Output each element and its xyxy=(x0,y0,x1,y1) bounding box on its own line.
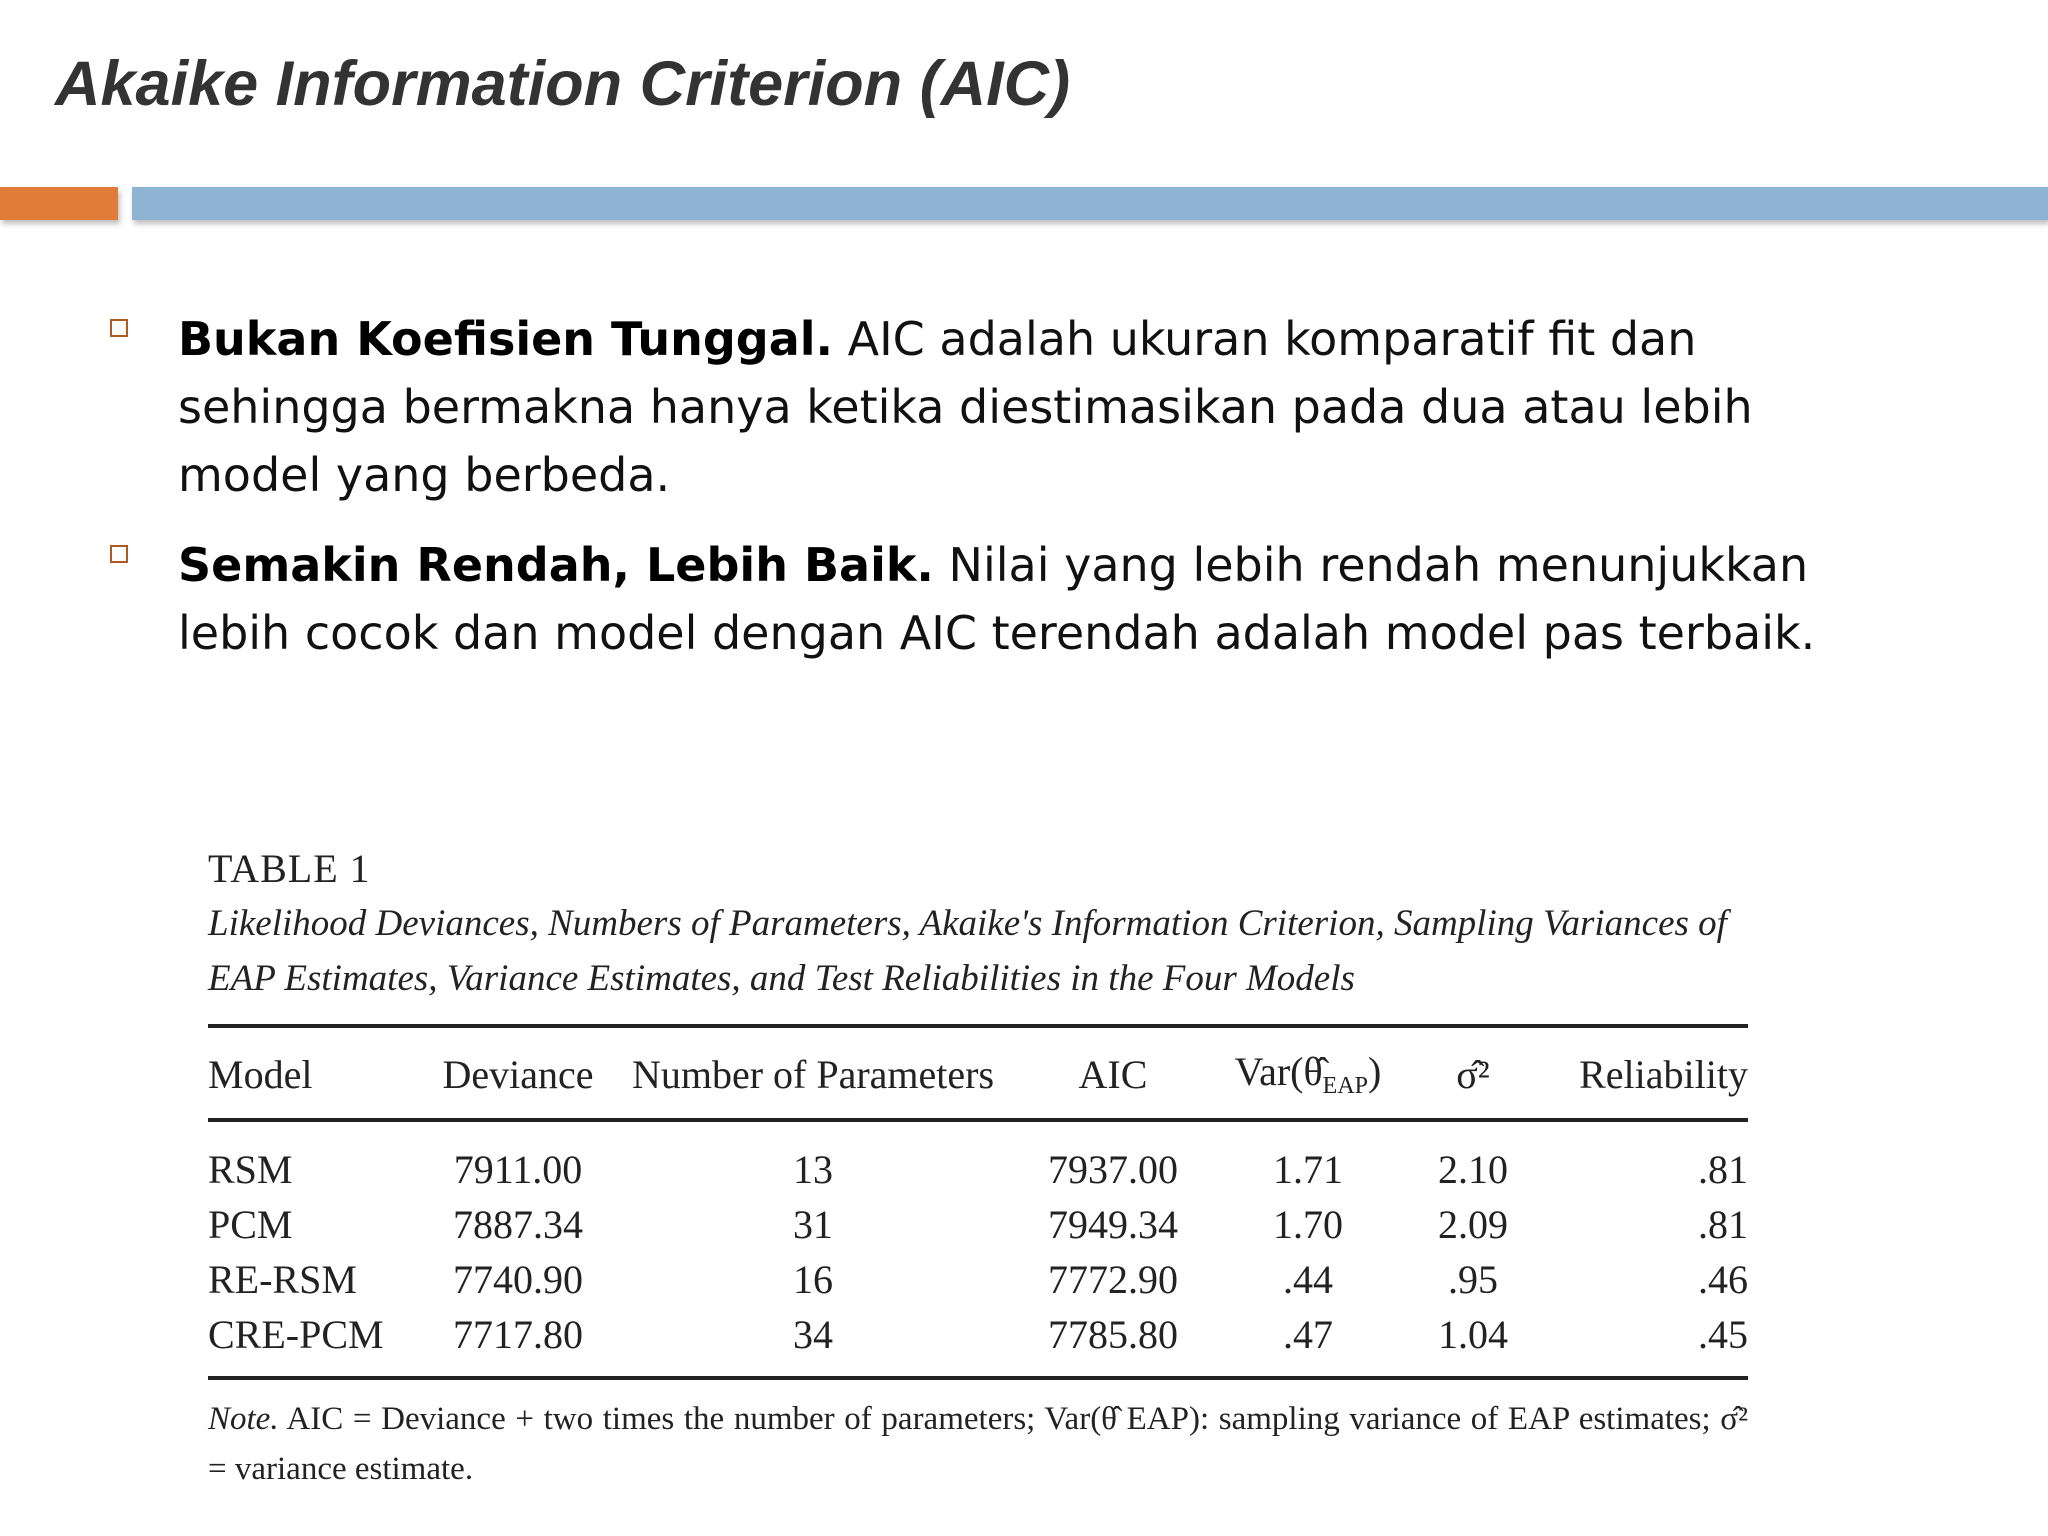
cell-var: 1.70 xyxy=(1273,1202,1343,1247)
cell-aic: 7772.90 xyxy=(1048,1257,1178,1302)
cell-reliability: .81 xyxy=(1698,1147,1748,1192)
note-label: Note. xyxy=(208,1401,279,1437)
header-deviance: Deviance xyxy=(442,1051,594,1097)
cell-var: .47 xyxy=(1283,1312,1333,1357)
bullet-text: Nilai yang lebih rendah menunjukkan lebih cocok dan model dengan AIC terendah adalah model pas terbaik. xyxy=(178,538,1816,660)
cell-aic: 7785.80 xyxy=(1048,1312,1178,1357)
table-row xyxy=(208,1120,1748,1197)
cell-reliability: .81 xyxy=(1698,1202,1748,1247)
cell-sigma2: .95 xyxy=(1448,1257,1498,1302)
bullet-list xyxy=(108,305,1908,689)
table-note xyxy=(208,1394,1748,1494)
header-var-prefix: Var(θ̂ xyxy=(1234,1049,1323,1094)
header-var-eap xyxy=(1218,1026,1398,1120)
table-header-row xyxy=(208,1026,1748,1120)
table-row xyxy=(208,1307,1748,1378)
cell-var: .44 xyxy=(1283,1257,1333,1302)
cell-num-params: 34 xyxy=(793,1312,833,1357)
square-bullet-icon xyxy=(110,545,128,563)
cell-num-params: 13 xyxy=(793,1147,833,1192)
bullet-text: AIC adalah ukuran komparatif fit dan sehingga bermakna hanya ketika diestimasikan pada dua atau lebih model yang berbeda. xyxy=(178,312,1753,502)
cell-deviance: 7740.90 xyxy=(453,1257,583,1302)
bullet-item xyxy=(108,305,1908,509)
table-row xyxy=(208,1197,1748,1252)
header-reliability: Reliability xyxy=(1579,1051,1748,1097)
cell-aic: 7937.00 xyxy=(1048,1147,1178,1192)
model-comparison-table xyxy=(208,1024,1748,1380)
cell-sigma2: 2.09 xyxy=(1438,1202,1508,1247)
note-text: AIC = Deviance + two times the number of parameters; Var(θ̂ EAP): sampling variance of EAP estimates; σ̂² = variance estimate. xyxy=(208,1401,1748,1487)
table-label: TABLE 1 xyxy=(208,846,371,891)
cell-deviance: 7887.34 xyxy=(453,1202,583,1247)
cell-aic: 7949.34 xyxy=(1048,1202,1178,1247)
header-aic: AIC xyxy=(1078,1051,1148,1097)
slide-title: Akaike Information Criterion (AIC) xyxy=(55,49,1071,119)
cell-deviance: 7911.00 xyxy=(453,1147,583,1192)
header-sigma2: σ̂² xyxy=(1456,1051,1490,1097)
bullet-lead: Bukan Koefisien Tunggal. xyxy=(178,312,834,366)
header-num-params: Number of Parameters xyxy=(631,1051,995,1097)
cell-reliability: .46 xyxy=(1698,1257,1748,1302)
cell-num-params: 31 xyxy=(793,1202,833,1247)
cell-sigma2: 1.04 xyxy=(1438,1312,1508,1357)
cell-num-params: 16 xyxy=(793,1257,833,1302)
bullet-lead: Semakin Rendah, Lebih Baik. xyxy=(178,538,934,592)
cell-model: RSM xyxy=(208,1147,293,1192)
cell-model: CRE-PCM xyxy=(208,1312,384,1357)
accent-bar-orange xyxy=(0,187,118,220)
cell-model: RE-RSM xyxy=(208,1257,357,1302)
header-var-sub: EAP xyxy=(1322,1073,1369,1099)
accent-bar-blue xyxy=(132,187,2048,220)
cell-deviance: 7717.80 xyxy=(453,1312,583,1357)
bullet-item xyxy=(108,531,1908,667)
cell-model: PCM xyxy=(208,1202,293,1247)
table-caption: Likelihood Deviances, Numbers of Parameters, Akaike's Information Criterion, Sampling Variances of EAP Estimates, Variance Estimates, and Test Reliabilities in the Four Models xyxy=(208,903,1727,999)
header-model: Model xyxy=(208,1051,313,1097)
cell-var: 1.71 xyxy=(1273,1147,1343,1192)
table-figure xyxy=(200,835,1750,1494)
square-bullet-icon xyxy=(110,319,128,337)
cell-reliability: .45 xyxy=(1698,1312,1748,1357)
table-row xyxy=(208,1252,1748,1307)
cell-sigma2: 2.10 xyxy=(1438,1147,1508,1192)
header-var-suffix: ) xyxy=(1368,1049,1382,1094)
